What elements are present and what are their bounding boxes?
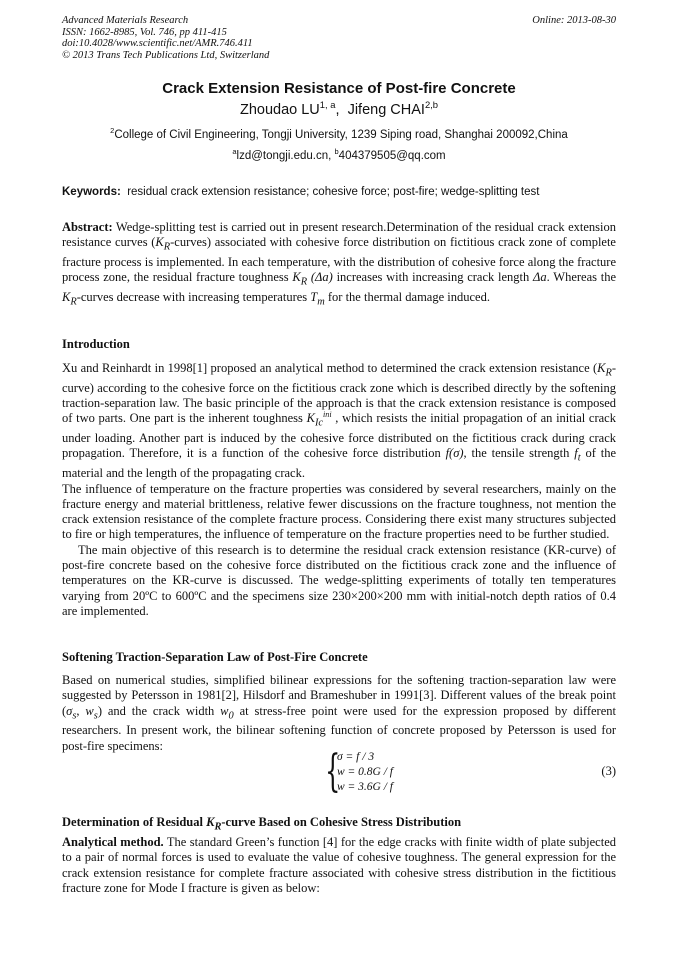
math-ft-sub: t [577,452,581,464]
math-kr: K [62,290,71,305]
equation-brace: { [325,746,341,797]
math-kr-sub: R [163,241,171,253]
intro-paragraph-3: The main objective of this research is to determine the residual crack extension resistance (KR-curve) of post-fire concrete based on the cohesive force distributed on the fictitious crack zone and the influence of temperatures on the KR-curve is discussed. The wedge-splitting experiments of totally ten temperatures varying from 20ºC to 600ºC and the specimens size 230×200×200 mm with initial-notch depth ratios of 0.4 are implemented. [62,542,616,618]
analytical-body [62,835,616,896]
softening-text: at stress-free point were used for the expression proposed by different researchers. In present work, the bilinear softening function of concrete proposed by Petersson is used for post-fire specimens: [62,703,616,753]
math-fsigma: f(σ) [445,446,464,461]
math-kr: K [292,270,301,285]
math-kr-sub: R [300,276,308,288]
abstract [62,220,616,310]
equation-3 [325,746,465,797]
intro-text: -curve) according to the cohesive force on the fictitious crack zone which is described directly by the softening traction-separation law. The basic principle of the approach is that the crack extension resistance is composed of two parts. One part is the inherent toughness [62,361,616,426]
online-date: Online: 2013-08-30 [532,15,616,26]
equation-number: (3) [601,764,616,778]
affiliation [0,126,678,141]
math-s-sub: s [72,710,77,722]
intro-text: , which resists the initial propagation of an initial crack under loading. Another part is induced by the cohesive force distributed on the fictitious crack during crack propagation. Therefore, it is a function of the cohesive force distribution [62,411,616,461]
math-kr-sub: R [214,821,222,833]
heading-text: -curve Based on Cohesive Stress Distribution [221,815,462,829]
author-line [0,99,678,118]
math-w0-sub: 0 [228,710,234,722]
math-w0: w [220,703,229,718]
math-kic: K [306,411,315,426]
equation-line-3: w = 3.6G / f [337,781,394,793]
keywords-text: residual crack extension resistance; cohesive force; post-fire; wedge-splitting test [127,186,540,198]
section-heading-determination [62,815,461,833]
introduction-body [62,361,616,619]
abstract-text: increases with increasing crack length [332,270,534,285]
math-tm-sub: m [317,296,325,308]
abstract-text: . Whereas the [546,270,617,285]
math-kr: K [597,361,606,375]
author-separator: , [335,102,340,118]
equation-line-1: σ = f / 3 [337,751,375,763]
abstract-text: -curves decrease with increasing temperatures [76,290,311,305]
copyright-line: © 2013 Trans Tech Publications Ltd, Switzerland [62,49,270,61]
author-1-affil: 1, a [319,99,336,111]
abstract-text: -curves) associated with cohesive force distribution on fictitious crack zone of complete fracture process is implemented. In each temperature, with the distribution of cohesive force along the fracture process zone, the residual fracture toughness [62,235,616,285]
math-ft: f [574,446,578,461]
comma: , [76,703,86,718]
math-kic-sub: Ic [314,417,324,429]
email-line [0,147,678,162]
math-s-sub: s [93,710,98,722]
paper-title: Crack Extension Resistance of Post-fire Concrete [162,80,516,97]
author-1: Zhoudao LU [239,102,320,118]
math-sigma: σ [66,703,73,718]
affiliation-text: College of Civil Engineering, Tongji University, 1239 Siping road, Shanghai 200092,China [114,129,568,141]
abstract-label: Abstract: [62,220,113,234]
author-2-affil: 2,b [424,99,439,111]
journal-header [62,15,269,61]
softening-text: Based on numerical studies, simplified bilinear expressions for the softening traction-separation law were suggested by Petersson in 1981[2], Hilsdorf and Brameshuber in 1991[3]. Different values of the break point ( [62,673,616,718]
math-kr: K [155,235,164,250]
equation-line-2: w = 0.8G / f [337,766,394,778]
math-kr: K [206,815,215,829]
email-b[interactable]: 404379505@qq.com [338,150,446,162]
intro-paragraph-2: The influence of temperature on the fracture properties was considered by several researchers, mainly on the fracture energy and material brittleness, relative fewer discussions on the fracture toughness, not mention the crack extension resistance of the complete fracture process. Considering there exist many structures subjected to fire or high temperatures, the influence of temperature on the fracture properties need to be further studied. [62,481,616,542]
abstract-text: for the thermal damage induced. [324,290,490,305]
author-2: Jifeng CHAI [347,102,425,118]
math-w: w [85,703,94,718]
email-a[interactable]: lzd@tongji.edu.cn, [236,150,335,162]
analytical-text: The standard Green’s function [4] for the edge cracks with finite width of plate subjected to a pair of normal forces is used to evaluate the value of cohesive toughness. The general expression for the crack extension resistance for complete fracture associated with cohesive stress distribution in the fictitious fracture zone for Mode I fracture is given as below: [62,835,616,895]
math-tm: T [310,290,318,305]
heading-text: Determination of Residual [62,815,207,829]
math-da: Δa [533,270,547,285]
softening-text: ) and the crack width [97,703,221,718]
intro-paragraph-1 [62,361,616,482]
issn-line: ISSN: 1662-8985, Vol. 746, pp 411-415 [62,26,227,38]
math-kr-sub: R [605,367,612,379]
math-kr-sub: R [70,296,77,308]
section-heading-softening: Softening Traction-Separation Law of Post-Fire Concrete [62,650,368,664]
softening-body [62,673,616,754]
abstract-text: Wedge-splitting test is carried out in present research.Determination of the residual crack extension resistance curves ( [62,220,616,250]
doi-line[interactable]: doi:10.4028/www.scientific.net/AMR.746.411 [62,38,253,49]
intro-text: Xu and Reinhardt in 1998[1] proposed an analytical method to determined the crack extension resistance ( [62,361,598,375]
analytical-label: Analytical method. [62,835,164,849]
math-kic-sup: ini [323,410,332,420]
keywords-label: Keywords: [62,186,121,198]
email-b-sup: b [334,147,339,157]
intro-text: of the material and the length of the propagating crack. [62,446,617,481]
keywords [62,186,616,198]
intro-text: , the tensile strength [463,446,575,461]
email-a-sup: a [232,147,237,157]
section-heading-introduction: Introduction [62,337,130,351]
math-kr-da: (Δa) [310,270,333,285]
affiliation-sup: 2 [110,126,115,136]
journal-name: Advanced Materials Research [62,15,189,26]
